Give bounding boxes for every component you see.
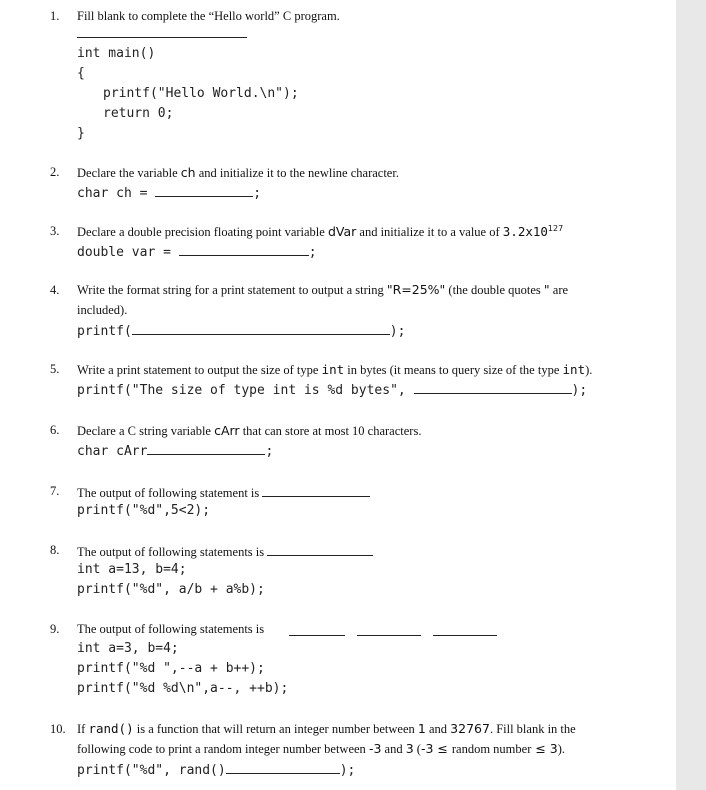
answer-blank[interactable]	[357, 635, 421, 636]
answer-blank[interactable]	[132, 322, 390, 335]
question-text: The output of following statement is	[77, 484, 370, 501]
question-text: If rand() is a function that will return an integer number between 1 and 32767. Fill blank in the following code to print a random integer number between -3 and 3 (-3 ≤ random number ≤ 3).	[77, 721, 576, 756]
code-line: char cArr ;	[77, 444, 274, 459]
code-line: return 0;	[103, 106, 174, 121]
variable-name: cArr	[214, 423, 240, 438]
question-number: 2.	[50, 165, 60, 179]
question-text: Write a print statement to output the size of type int in bytes (it means to query size of the type int).	[77, 362, 593, 377]
question-number: 5.	[50, 362, 60, 376]
code-line: printf("%d", a/b + a%b);	[77, 582, 265, 597]
code-line: {	[77, 66, 85, 81]
question-number: 7.	[50, 484, 60, 498]
code-line: printf("%d %d\n",a--, ++b);	[77, 681, 289, 696]
answer-blank[interactable]	[262, 484, 370, 497]
variable-name: dVar	[327, 224, 357, 240]
question-number: 1.	[50, 9, 60, 23]
type-name: int	[321, 362, 345, 377]
answer-blank[interactable]	[289, 635, 345, 636]
question-number: 9.	[50, 622, 60, 636]
answer-blank[interactable]	[77, 37, 247, 38]
code-line: }	[77, 126, 85, 141]
exponent: 127	[547, 224, 564, 233]
code-line: int a=13, b=4;	[77, 562, 187, 577]
answer-blank[interactable]	[267, 543, 373, 556]
question-number: 6.	[50, 423, 60, 437]
question-number: 10.	[50, 722, 66, 736]
function-name: rand()	[88, 721, 134, 736]
question-text: Declare a C string variable cArr that can store at most 10 characters.	[77, 423, 422, 438]
code-line: printf("Hello World.\n");	[103, 86, 299, 101]
question-text: Declare the variable ch and initialize it to the newline character.	[77, 165, 399, 180]
question-number: 8.	[50, 543, 60, 557]
answer-blank[interactable]	[226, 761, 340, 774]
code-line: printf( );	[77, 324, 406, 339]
answer-blank[interactable]	[414, 381, 572, 394]
question-number: 4.	[50, 283, 60, 297]
type-name: int	[562, 362, 586, 377]
code-line: printf("%d ",--a + b++);	[77, 661, 265, 676]
value: 3.2x10	[502, 224, 548, 240]
answer-blank[interactable]	[433, 635, 497, 636]
answer-blank[interactable]	[155, 184, 253, 197]
code-line: int a=3, b=4;	[77, 641, 179, 656]
code-line: printf("The size of type int is %d bytes", );	[77, 383, 588, 398]
variable-name: ch	[180, 165, 196, 180]
code-line: int main()	[77, 46, 156, 61]
question-text: Declare a double precision floating point variable dVar and initialize it to a value of $3.2x10^{127}$	[77, 224, 564, 240]
answer-blank[interactable]	[179, 243, 309, 256]
code-line: printf("%d", rand() );	[77, 763, 356, 778]
code-line: char ch = ;	[77, 186, 262, 201]
string-literal: "R=25%"	[386, 282, 446, 297]
code-line: double var = ;	[77, 245, 317, 260]
question-text: The output of following statements is	[77, 543, 373, 560]
question-text: Fill blank to complete the “Hello world” C program.	[77, 9, 340, 23]
question-number: 3.	[50, 224, 60, 238]
question-text: Write the format string for a print statement to output a string "R=25%" (the double quotes " are included).	[77, 282, 569, 317]
code-line: printf("%d",5<2);	[77, 503, 211, 518]
question-text: The output of following statements is	[77, 622, 265, 636]
answer-blank[interactable]	[147, 442, 265, 455]
